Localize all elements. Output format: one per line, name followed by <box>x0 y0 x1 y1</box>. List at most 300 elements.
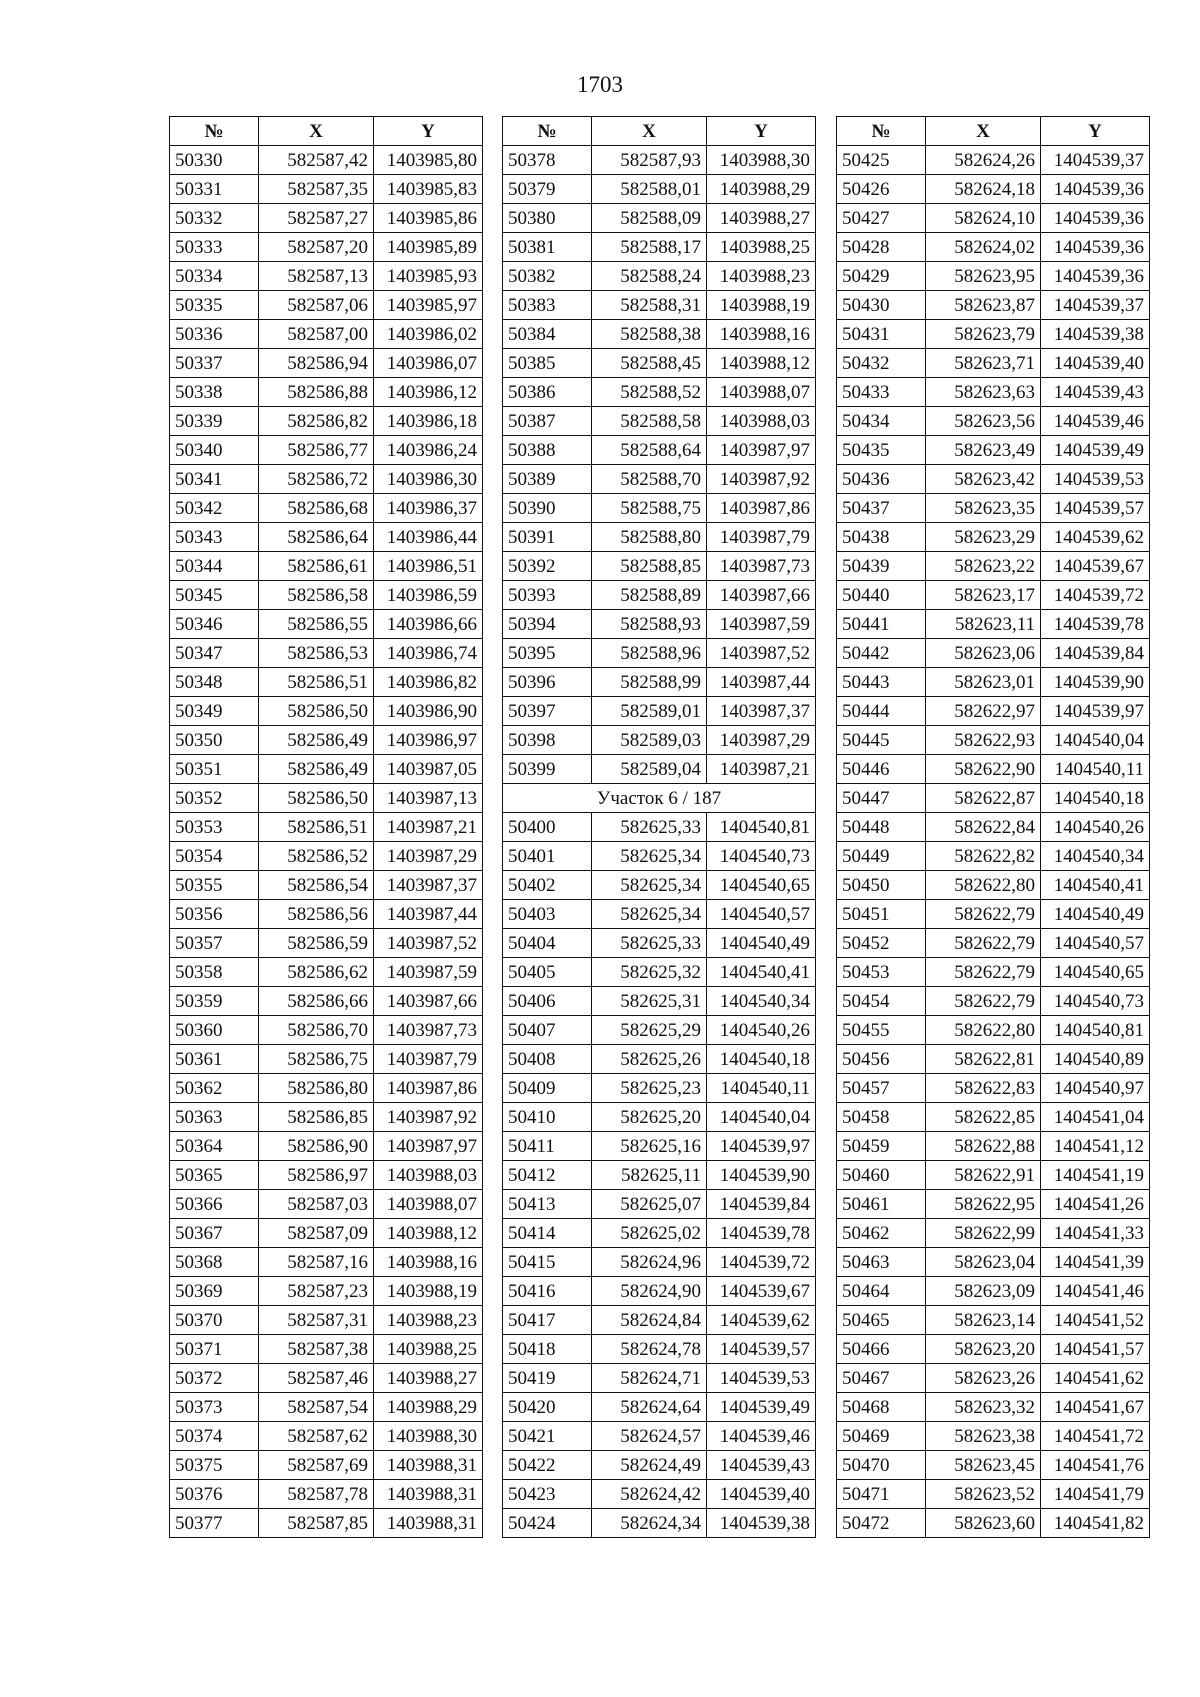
table-row <box>503 958 816 987</box>
table-row <box>837 610 1150 639</box>
x-coordinate-cell: 582624,42 <box>592 1480 707 1509</box>
table-row <box>503 1451 816 1480</box>
x-coordinate-cell: 582623,79 <box>926 320 1041 349</box>
y-coordinate-cell: 1404539,36 <box>1041 204 1150 233</box>
x-coordinate-cell: 582586,58 <box>259 581 374 610</box>
table-row <box>503 1132 816 1161</box>
x-coordinate-cell: 582624,49 <box>592 1451 707 1480</box>
y-coordinate-cell: 1404540,57 <box>1041 929 1150 958</box>
x-coordinate-cell: 582623,49 <box>926 436 1041 465</box>
x-coordinate-cell: 582622,79 <box>926 900 1041 929</box>
table-row <box>170 871 483 900</box>
y-coordinate-cell: 1403988,31 <box>374 1480 483 1509</box>
point-number-cell: 50417 <box>503 1306 592 1335</box>
point-number-cell: 50392 <box>503 552 592 581</box>
y-coordinate-cell: 1403987,29 <box>707 726 816 755</box>
y-coordinate-cell: 1403986,90 <box>374 697 483 726</box>
y-coordinate-cell: 1403986,97 <box>374 726 483 755</box>
x-coordinate-cell: 582588,99 <box>592 668 707 697</box>
column-header-y: Y <box>1041 117 1150 146</box>
x-coordinate-cell: 582587,03 <box>259 1190 374 1219</box>
y-coordinate-cell: 1403988,27 <box>707 204 816 233</box>
table-row <box>837 639 1150 668</box>
y-coordinate-cell: 1404540,73 <box>707 842 816 871</box>
point-number-cell: 50353 <box>170 813 259 842</box>
y-coordinate-cell: 1404541,04 <box>1041 1103 1150 1132</box>
y-coordinate-cell: 1403986,66 <box>374 610 483 639</box>
point-number-cell: 50454 <box>837 987 926 1016</box>
y-coordinate-cell: 1403987,21 <box>374 813 483 842</box>
y-coordinate-cell: 1403987,73 <box>707 552 816 581</box>
x-coordinate-cell: 582586,90 <box>259 1132 374 1161</box>
point-number-cell: 50443 <box>837 668 926 697</box>
point-number-cell: 50391 <box>503 523 592 552</box>
point-number-cell: 50350 <box>170 726 259 755</box>
point-number-cell: 50446 <box>837 755 926 784</box>
table-row <box>503 1509 816 1538</box>
point-number-cell: 50450 <box>837 871 926 900</box>
table-row <box>503 987 816 1016</box>
x-coordinate-cell: 582586,59 <box>259 929 374 958</box>
x-coordinate-cell: 582588,17 <box>592 233 707 262</box>
point-number-cell: 50408 <box>503 1045 592 1074</box>
point-number-cell: 50351 <box>170 755 259 784</box>
table-row <box>503 610 816 639</box>
x-coordinate-cell: 582586,85 <box>259 1103 374 1132</box>
point-number-cell: 50373 <box>170 1393 259 1422</box>
point-number-cell: 50469 <box>837 1422 926 1451</box>
y-coordinate-cell: 1404541,52 <box>1041 1306 1150 1335</box>
x-coordinate-cell: 582622,79 <box>926 987 1041 1016</box>
x-coordinate-cell: 582624,26 <box>926 146 1041 175</box>
x-coordinate-cell: 582588,09 <box>592 204 707 233</box>
table-row <box>837 1451 1150 1480</box>
y-coordinate-cell: 1403986,51 <box>374 552 483 581</box>
x-coordinate-cell: 582587,23 <box>259 1277 374 1306</box>
y-coordinate-cell: 1403986,12 <box>374 378 483 407</box>
y-coordinate-cell: 1404541,46 <box>1041 1277 1150 1306</box>
point-number-cell: 50451 <box>837 900 926 929</box>
table-row <box>170 1074 483 1103</box>
y-coordinate-cell: 1403987,86 <box>707 494 816 523</box>
point-number-cell: 50346 <box>170 610 259 639</box>
x-coordinate-cell: 582622,80 <box>926 1016 1041 1045</box>
column-header-y: Y <box>707 117 816 146</box>
table-row <box>170 1190 483 1219</box>
table-row <box>503 407 816 436</box>
x-coordinate-cell: 582625,34 <box>592 871 707 900</box>
x-coordinate-cell: 582588,85 <box>592 552 707 581</box>
point-number-cell: 50429 <box>837 262 926 291</box>
table-row <box>503 349 816 378</box>
x-coordinate-cell: 582623,11 <box>926 610 1041 639</box>
table-row <box>837 1016 1150 1045</box>
y-coordinate-cell: 1404539,57 <box>1041 494 1150 523</box>
point-number-cell: 50435 <box>837 436 926 465</box>
point-number-cell: 50410 <box>503 1103 592 1132</box>
x-coordinate-cell: 582624,90 <box>592 1277 707 1306</box>
x-coordinate-cell: 582589,04 <box>592 755 707 784</box>
point-number-cell: 50367 <box>170 1219 259 1248</box>
table-row <box>503 1480 816 1509</box>
y-coordinate-cell: 1404540,65 <box>707 871 816 900</box>
table-row <box>503 1016 816 1045</box>
point-number-cell: 50348 <box>170 668 259 697</box>
table-row <box>170 523 483 552</box>
y-coordinate-cell: 1404539,78 <box>1041 610 1150 639</box>
y-coordinate-cell: 1404540,41 <box>707 958 816 987</box>
point-number-cell: 50440 <box>837 581 926 610</box>
table-row <box>503 233 816 262</box>
table-row <box>170 668 483 697</box>
point-number-cell: 50428 <box>837 233 926 262</box>
y-coordinate-cell: 1404541,12 <box>1041 1132 1150 1161</box>
point-number-cell: 50330 <box>170 146 259 175</box>
y-coordinate-cell: 1403986,37 <box>374 494 483 523</box>
y-coordinate-cell: 1404539,84 <box>1041 639 1150 668</box>
x-coordinate-cell: 582625,26 <box>592 1045 707 1074</box>
y-coordinate-cell: 1403988,03 <box>707 407 816 436</box>
y-coordinate-cell: 1404539,62 <box>707 1306 816 1335</box>
y-coordinate-cell: 1404541,72 <box>1041 1422 1150 1451</box>
x-coordinate-cell: 582586,49 <box>259 726 374 755</box>
table-row <box>170 407 483 436</box>
table-row <box>170 1422 483 1451</box>
table-row <box>837 929 1150 958</box>
x-coordinate-cell: 582623,26 <box>926 1364 1041 1393</box>
point-number-cell: 50363 <box>170 1103 259 1132</box>
x-coordinate-cell: 582587,78 <box>259 1480 374 1509</box>
y-coordinate-cell: 1404539,84 <box>707 1190 816 1219</box>
point-number-cell: 50357 <box>170 929 259 958</box>
y-coordinate-cell: 1403987,97 <box>374 1132 483 1161</box>
point-number-cell: 50449 <box>837 842 926 871</box>
table-row <box>170 1306 483 1335</box>
x-coordinate-cell: 582588,64 <box>592 436 707 465</box>
table-row <box>503 291 816 320</box>
x-coordinate-cell: 582624,71 <box>592 1364 707 1393</box>
table-row <box>503 552 816 581</box>
x-coordinate-cell: 582623,22 <box>926 552 1041 581</box>
table-row <box>837 1509 1150 1538</box>
point-number-cell: 50377 <box>170 1509 259 1538</box>
table-row <box>170 1016 483 1045</box>
x-coordinate-cell: 582622,88 <box>926 1132 1041 1161</box>
y-coordinate-cell: 1403988,07 <box>707 378 816 407</box>
y-coordinate-cell: 1403988,23 <box>374 1306 483 1335</box>
x-coordinate-cell: 582622,95 <box>926 1190 1041 1219</box>
table-row <box>170 1277 483 1306</box>
y-coordinate-cell: 1404541,57 <box>1041 1335 1150 1364</box>
column-header-x: X <box>926 117 1041 146</box>
table-row <box>170 610 483 639</box>
table-row <box>503 1161 816 1190</box>
y-coordinate-cell: 1404540,57 <box>707 900 816 929</box>
point-number-cell: 50372 <box>170 1364 259 1393</box>
column-header-x: X <box>592 117 707 146</box>
table-row <box>837 262 1150 291</box>
y-coordinate-cell: 1403986,24 <box>374 436 483 465</box>
x-coordinate-cell: 582588,93 <box>592 610 707 639</box>
y-coordinate-cell: 1404540,49 <box>707 929 816 958</box>
table-row <box>503 813 816 842</box>
x-coordinate-cell: 582587,38 <box>259 1335 374 1364</box>
column-header-number: № <box>837 117 926 146</box>
point-number-cell: 50398 <box>503 726 592 755</box>
x-coordinate-cell: 582586,50 <box>259 784 374 813</box>
page-number: 1703 <box>577 72 623 97</box>
x-coordinate-cell: 582623,63 <box>926 378 1041 407</box>
point-number-cell: 50431 <box>837 320 926 349</box>
point-number-cell: 50352 <box>170 784 259 813</box>
y-coordinate-cell: 1403986,02 <box>374 320 483 349</box>
y-coordinate-cell: 1403987,59 <box>374 958 483 987</box>
table-row <box>837 1190 1150 1219</box>
table-row <box>837 349 1150 378</box>
point-number-cell: 50340 <box>170 436 259 465</box>
y-coordinate-cell: 1404539,40 <box>707 1480 816 1509</box>
x-coordinate-cell: 582623,20 <box>926 1335 1041 1364</box>
y-coordinate-cell: 1404539,97 <box>707 1132 816 1161</box>
y-coordinate-cell: 1403986,30 <box>374 465 483 494</box>
y-coordinate-cell: 1403987,37 <box>374 871 483 900</box>
y-coordinate-cell: 1404540,41 <box>1041 871 1150 900</box>
x-coordinate-cell: 582623,29 <box>926 523 1041 552</box>
x-coordinate-cell: 582586,49 <box>259 755 374 784</box>
point-number-cell: 50456 <box>837 1045 926 1074</box>
y-coordinate-cell: 1403986,74 <box>374 639 483 668</box>
x-coordinate-cell: 582622,99 <box>926 1219 1041 1248</box>
y-coordinate-cell: 1404540,97 <box>1041 1074 1150 1103</box>
point-number-cell: 50345 <box>170 581 259 610</box>
table-row <box>503 1306 816 1335</box>
x-coordinate-cell: 582623,87 <box>926 291 1041 320</box>
table-row <box>837 233 1150 262</box>
x-coordinate-cell: 582622,83 <box>926 1074 1041 1103</box>
x-coordinate-cell: 582623,56 <box>926 407 1041 436</box>
x-coordinate-cell: 582623,17 <box>926 581 1041 610</box>
x-coordinate-cell: 582587,20 <box>259 233 374 262</box>
x-coordinate-cell: 582586,55 <box>259 610 374 639</box>
y-coordinate-cell: 1403985,86 <box>374 204 483 233</box>
table-row <box>170 1393 483 1422</box>
table-row <box>170 494 483 523</box>
x-coordinate-cell: 582588,75 <box>592 494 707 523</box>
x-coordinate-cell: 582586,54 <box>259 871 374 900</box>
point-number-cell: 50441 <box>837 610 926 639</box>
point-number-cell: 50420 <box>503 1393 592 1422</box>
x-coordinate-cell: 582622,84 <box>926 813 1041 842</box>
table-row <box>170 581 483 610</box>
point-number-cell: 50437 <box>837 494 926 523</box>
y-coordinate-cell: 1404539,37 <box>1041 146 1150 175</box>
x-coordinate-cell: 582625,34 <box>592 842 707 871</box>
y-coordinate-cell: 1403987,66 <box>374 987 483 1016</box>
table-row <box>170 378 483 407</box>
table-row <box>837 523 1150 552</box>
y-coordinate-cell: 1403987,29 <box>374 842 483 871</box>
point-number-cell: 50466 <box>837 1335 926 1364</box>
point-number-cell: 50444 <box>837 697 926 726</box>
table-row <box>837 1277 1150 1306</box>
table-row <box>837 1132 1150 1161</box>
y-coordinate-cell: 1404539,97 <box>1041 697 1150 726</box>
point-number-cell: 50382 <box>503 262 592 291</box>
y-coordinate-cell: 1403988,07 <box>374 1190 483 1219</box>
x-coordinate-cell: 582586,64 <box>259 523 374 552</box>
y-coordinate-cell: 1403987,79 <box>374 1045 483 1074</box>
x-coordinate-cell: 582623,45 <box>926 1451 1041 1480</box>
x-coordinate-cell: 582586,72 <box>259 465 374 494</box>
y-coordinate-cell: 1403988,19 <box>707 291 816 320</box>
y-coordinate-cell: 1404541,33 <box>1041 1219 1150 1248</box>
table-row <box>503 262 816 291</box>
point-number-cell: 50465 <box>837 1306 926 1335</box>
x-coordinate-cell: 582589,01 <box>592 697 707 726</box>
table-row <box>837 987 1150 1016</box>
x-coordinate-cell: 582622,91 <box>926 1161 1041 1190</box>
y-coordinate-cell: 1403986,59 <box>374 581 483 610</box>
table-row <box>837 871 1150 900</box>
x-coordinate-cell: 582588,45 <box>592 349 707 378</box>
x-coordinate-cell: 582586,68 <box>259 494 374 523</box>
point-number-cell: 50344 <box>170 552 259 581</box>
y-coordinate-cell: 1403985,93 <box>374 262 483 291</box>
x-coordinate-cell: 582624,84 <box>592 1306 707 1335</box>
x-coordinate-cell: 582588,24 <box>592 262 707 291</box>
x-coordinate-cell: 582622,81 <box>926 1045 1041 1074</box>
point-number-cell: 50355 <box>170 871 259 900</box>
point-number-cell: 50445 <box>837 726 926 755</box>
table-row <box>837 726 1150 755</box>
y-coordinate-cell: 1403987,37 <box>707 697 816 726</box>
point-number-cell: 50359 <box>170 987 259 1016</box>
point-number-cell: 50416 <box>503 1277 592 1306</box>
point-number-cell: 50369 <box>170 1277 259 1306</box>
y-coordinate-cell: 1404539,40 <box>1041 349 1150 378</box>
y-coordinate-cell: 1404539,38 <box>1041 320 1150 349</box>
point-number-cell: 50366 <box>170 1190 259 1219</box>
point-number-cell: 50354 <box>170 842 259 871</box>
table-row <box>837 1248 1150 1277</box>
table-row <box>170 1248 483 1277</box>
table-row <box>837 320 1150 349</box>
y-coordinate-cell: 1404540,26 <box>1041 813 1150 842</box>
coordinates-table-2 <box>502 116 816 1538</box>
point-number-cell: 50470 <box>837 1451 926 1480</box>
point-number-cell: 50376 <box>170 1480 259 1509</box>
y-coordinate-cell: 1403987,92 <box>707 465 816 494</box>
point-number-cell: 50421 <box>503 1422 592 1451</box>
table-row <box>837 1364 1150 1393</box>
point-number-cell: 50462 <box>837 1219 926 1248</box>
table-row <box>837 668 1150 697</box>
x-coordinate-cell: 582624,57 <box>592 1422 707 1451</box>
table-row <box>503 436 816 465</box>
y-coordinate-cell: 1403987,44 <box>707 668 816 697</box>
point-number-cell: 50356 <box>170 900 259 929</box>
x-coordinate-cell: 582625,32 <box>592 958 707 987</box>
y-coordinate-cell: 1403988,16 <box>374 1248 483 1277</box>
point-number-cell: 50374 <box>170 1422 259 1451</box>
column-header-x: X <box>259 117 374 146</box>
table-row <box>837 407 1150 436</box>
y-coordinate-cell: 1403988,29 <box>374 1393 483 1422</box>
table-row <box>837 1045 1150 1074</box>
table-row <box>170 552 483 581</box>
y-coordinate-cell: 1404539,67 <box>1041 552 1150 581</box>
table-row <box>503 204 816 233</box>
point-number-cell: 50378 <box>503 146 592 175</box>
y-coordinate-cell: 1404540,81 <box>1041 1016 1150 1045</box>
x-coordinate-cell: 582625,33 <box>592 929 707 958</box>
point-number-cell: 50347 <box>170 639 259 668</box>
point-number-cell: 50464 <box>837 1277 926 1306</box>
x-coordinate-cell: 582586,51 <box>259 668 374 697</box>
table-row <box>503 639 816 668</box>
x-coordinate-cell: 582622,79 <box>926 929 1041 958</box>
table-row <box>170 1364 483 1393</box>
x-coordinate-cell: 582588,52 <box>592 378 707 407</box>
y-coordinate-cell: 1403988,27 <box>374 1364 483 1393</box>
point-number-cell: 50339 <box>170 407 259 436</box>
table-row <box>837 958 1150 987</box>
table-row <box>503 1219 816 1248</box>
table-row <box>503 1103 816 1132</box>
table-row <box>170 291 483 320</box>
x-coordinate-cell: 582623,32 <box>926 1393 1041 1422</box>
x-coordinate-cell: 582623,95 <box>926 262 1041 291</box>
point-number-cell: 50447 <box>837 784 926 813</box>
x-coordinate-cell: 582623,42 <box>926 465 1041 494</box>
y-coordinate-cell: 1404540,04 <box>707 1103 816 1132</box>
table-row <box>837 465 1150 494</box>
y-coordinate-cell: 1404540,11 <box>707 1074 816 1103</box>
point-number-cell: 50434 <box>837 407 926 436</box>
point-number-cell: 50467 <box>837 1364 926 1393</box>
y-coordinate-cell: 1403988,31 <box>374 1509 483 1538</box>
table-row <box>503 1422 816 1451</box>
point-number-cell: 50412 <box>503 1161 592 1190</box>
table-row <box>503 146 816 175</box>
point-number-cell: 50458 <box>837 1103 926 1132</box>
x-coordinate-cell: 582586,52 <box>259 842 374 871</box>
point-number-cell: 50399 <box>503 755 592 784</box>
table-row <box>503 697 816 726</box>
point-number-cell: 50386 <box>503 378 592 407</box>
x-coordinate-cell: 582625,33 <box>592 813 707 842</box>
point-number-cell: 50414 <box>503 1219 592 1248</box>
y-coordinate-cell: 1403985,83 <box>374 175 483 204</box>
x-coordinate-cell: 582586,82 <box>259 407 374 436</box>
point-number-cell: 50337 <box>170 349 259 378</box>
table-row <box>170 233 483 262</box>
point-number-cell: 50436 <box>837 465 926 494</box>
point-number-cell: 50426 <box>837 175 926 204</box>
x-coordinate-cell: 582588,58 <box>592 407 707 436</box>
x-coordinate-cell: 582586,53 <box>259 639 374 668</box>
x-coordinate-cell: 582588,70 <box>592 465 707 494</box>
coordinates-table-1 <box>169 116 483 1538</box>
table-row <box>170 813 483 842</box>
point-number-cell: 50384 <box>503 320 592 349</box>
y-coordinate-cell: 1404541,76 <box>1041 1451 1150 1480</box>
point-number-cell: 50361 <box>170 1045 259 1074</box>
y-coordinate-cell: 1403987,97 <box>707 436 816 465</box>
table-row <box>170 958 483 987</box>
x-coordinate-cell: 582586,50 <box>259 697 374 726</box>
point-number-cell: 50401 <box>503 842 592 871</box>
